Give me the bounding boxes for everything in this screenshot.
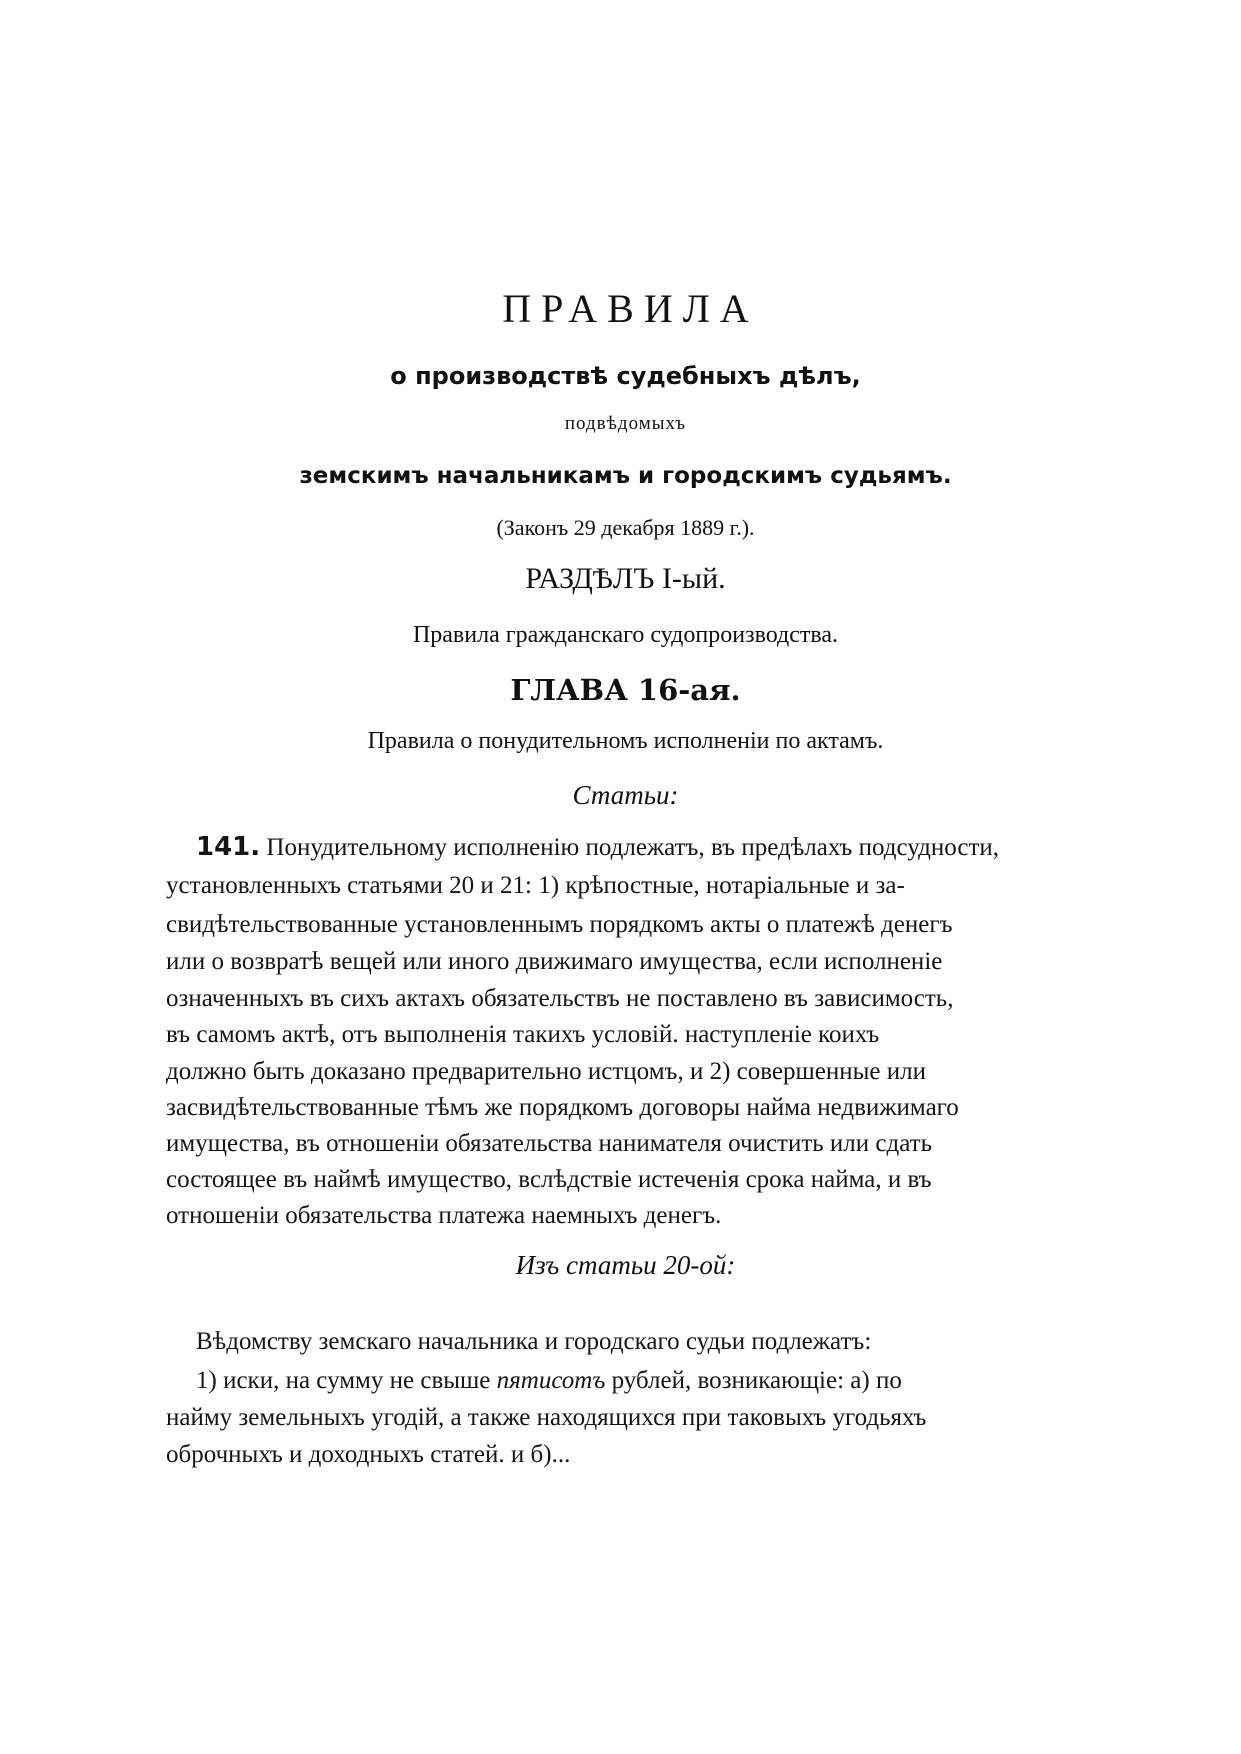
excerpt-label: Изъ статьи 20-ой: xyxy=(515,1250,736,1280)
excerpt-item-1-start: 1) иски, на сумму не свыше xyxy=(196,1367,497,1394)
article-line-9: имущества, въ отношеніи обязательства нанимателя очистить или сдать xyxy=(166,1130,932,1157)
chapter-title: Правила о понудительномъ исполненіи по актамъ. xyxy=(367,728,884,754)
article-line-11: отношеніи обязательства платежа наемныхъ денегъ. xyxy=(166,1202,722,1229)
document-title: ПРАВИЛА xyxy=(502,286,759,331)
subtitle-line-2: подвѣдомыхъ xyxy=(564,413,687,434)
article-line-2: установленныхъ статьями 20 и 21: 1) крѣпостные, нотаріальные и за- xyxy=(166,872,905,899)
subtitle-line-3: земскимъ начальникамъ и городскимъ судьямъ. xyxy=(299,463,952,489)
section-heading: РАЗДѢЛЪ I-ый. xyxy=(525,562,726,595)
chapter-heading: ГЛАВА 16-ая. xyxy=(510,673,741,707)
excerpt-line-2: найму земельныхъ угодій, а также находящихся при таковыхъ угодьяхъ xyxy=(166,1404,927,1431)
articles-label: Статьи: xyxy=(572,780,679,810)
excerpt-line-3: оброчныхъ и доходныхъ статей. и б)... xyxy=(166,1441,571,1468)
section-title: Правила гражданскаго судопроизводства. xyxy=(412,622,839,648)
article-line-6: въ самомъ актѣ, отъ выполненія такихъ условій. наступленіе коихъ xyxy=(166,1021,880,1048)
excerpt-item-1 xyxy=(196,1367,902,1395)
article-line-3: свидѣтельствованные установленнымъ порядкомъ акты о платежѣ денегъ xyxy=(166,911,953,938)
article-line-8: засвидѣтельствованные тѣмъ же порядкомъ договоры найма недвижимаго xyxy=(166,1094,959,1121)
article-line-5: означенныхъ въ сихъ актахъ обязательствъ не поставлено въ зависимость, xyxy=(166,985,954,1012)
law-reference: (Законъ 29 декабря 1889 г.). xyxy=(496,515,755,540)
article-line-7: должно быть доказано предварительно истцомъ, и 2) совершенные или xyxy=(166,1058,926,1085)
article-line-1 xyxy=(196,832,999,862)
article-text-line: Понудительному исполненію подлежатъ, въ предѣлахъ подсудности, xyxy=(266,834,1000,861)
excerpt-intro: Вѣдомству земскаго начальника и городскаго судьи подлежатъ: xyxy=(196,1328,872,1355)
article-line-4: или о возвратѣ вещей или иного движимаго имущества, если исполненіе xyxy=(166,948,943,975)
excerpt-item-1-end: рублей, возникающіе: а) по xyxy=(605,1367,902,1394)
excerpt-item-1-emphasis: пятисотъ xyxy=(496,1367,606,1394)
article-line-10: состоящее въ наймѣ имущество, вслѣдствіе истеченія срока найма, и въ xyxy=(166,1166,932,1193)
article-number: 141. xyxy=(196,832,261,862)
subtitle-line-1: о производствѣ судебныхъ дѣлъ, xyxy=(390,362,861,390)
